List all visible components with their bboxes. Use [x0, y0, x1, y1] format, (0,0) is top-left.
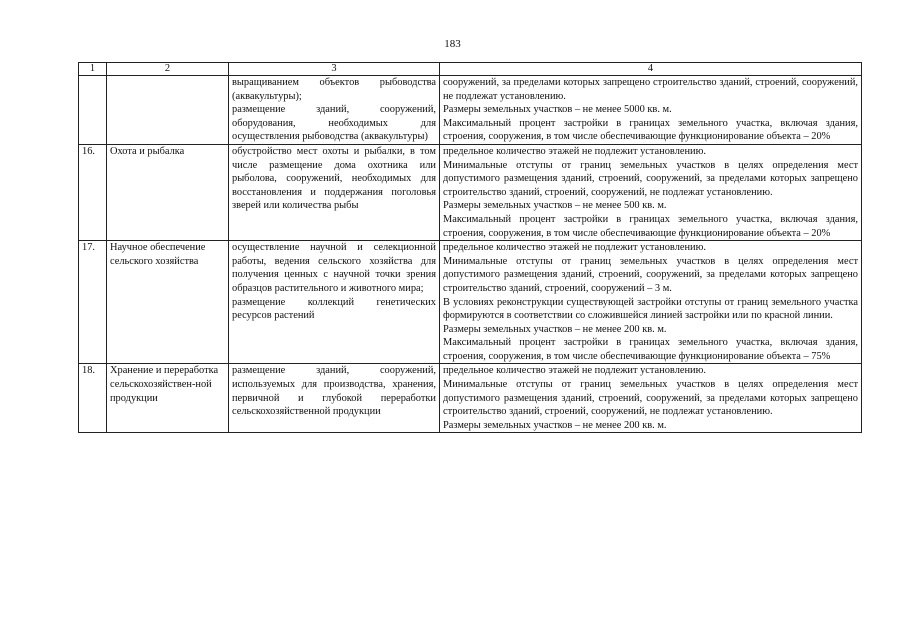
row-description [229, 241, 440, 364]
header-col-2: 2 [107, 63, 229, 76]
zoning-table [78, 62, 862, 433]
page-number: 183 [444, 38, 461, 50]
row-params [440, 241, 862, 364]
row-number: 16. [79, 144, 107, 240]
table-row [79, 241, 862, 364]
row-description [229, 364, 440, 433]
table-row [79, 76, 862, 145]
row-description [229, 144, 440, 240]
params-paragraph: Максимальный процент застройки в границах земельного участка, включая здания, строения, сооружения, в том числе обеспечивающие функционирование объекта – 20% [443, 213, 858, 239]
description-paragraph: обустройство мест охоты и рыбалки, в том числе размещение дома охотника или рыболова, сооружений, необходимых для восстановления и поддержания поголовья зверей или количества рыбы [232, 145, 436, 212]
params-paragraph: Максимальный процент застройки в границах земельного участка, включая здания, строения, сооружения, в том числе обеспечивающие функционирование объекта – 20% [443, 117, 858, 143]
header-col-3: 3 [229, 63, 440, 76]
params-paragraph: Размеры земельных участков – не менее 5000 кв. м. [443, 104, 672, 116]
description-paragraph: размещение зданий, сооружений, используемых для производства, хранения, первичной и глубокой переработки сельскохозяйственной продукции [232, 365, 436, 418]
row-number: 17. [79, 241, 107, 364]
header-col-1: 1 [79, 63, 107, 76]
description-paragraph: размещение коллекций генетических ресурсов растений [232, 296, 436, 322]
params-paragraph: Максимальный процент застройки в границах земельного участка, включая здания, строения, сооружения, в том числе обеспечивающие функционирование объекта – 75% [443, 337, 858, 362]
params-paragraph: предельное количество этажей не подлежит установлению. [443, 145, 706, 157]
params-paragraph: Минимальные отступы от границ земельных участков в целях определения мест допустимого размещения зданий, строений, сооружений, за пределами которых запрещено строительство зданий, строений, сооружений – 3 м. [443, 255, 858, 294]
row-params [440, 76, 862, 145]
row-name: Хранение и переработка сельскохозяйствен-ной продукции [107, 364, 229, 433]
params-paragraph: Минимальные отступы от границ земельных участков в целях определения мест допустимого размещения зданий, строений, сооружений, за пределами которых запрещено строительство зданий, строений, сооружений, не подлежат установлению. [443, 159, 858, 198]
params-paragraph: предельное количество этажей не подлежит установлению. [443, 242, 706, 254]
header-col-4: 4 [440, 63, 862, 76]
row-name: Охота и рыбалка [107, 144, 229, 240]
row-name [107, 76, 229, 145]
row-name: Научное обеспечение сельского хозяйства [107, 241, 229, 364]
description-paragraph: осуществление научной и селекционной работы, ведения сельского хозяйства для получения ценных с научной точки зрения образцов растительного и животного мира; [232, 242, 436, 294]
params-paragraph: Размеры земельных участков – не менее 200 кв. м. [443, 419, 667, 431]
description-paragraph: размещение зданий, сооружений, оборудования, необходимых для осуществления рыбоводства (аквакультуры) [232, 104, 436, 143]
row-description [229, 76, 440, 145]
row-number [79, 76, 107, 145]
row-params [440, 364, 862, 433]
row-number: 18. [79, 364, 107, 433]
params-paragraph: Размеры земельных участков – не менее 200 кв. м. [443, 323, 667, 335]
row-params [440, 144, 862, 240]
description-paragraph: выращиванием объектов рыбоводства (аквакультуры); [232, 77, 436, 102]
params-paragraph: Размеры земельных участков – не менее 500 кв. м. [443, 200, 667, 212]
params-paragraph: Минимальные отступы от границ земельных участков в целях определения мест допустимого размещения зданий, строений, сооружений, за пределами которых запрещено строительство зданий, строений, сооружений, не подлежат установлению. [443, 379, 858, 418]
params-paragraph: сооружений, за пределами которых запрещено строительство зданий, строений, сооружений, не подлежат установлению. [443, 77, 858, 102]
params-paragraph: предельное количество этажей не подлежит установлению. [443, 365, 706, 377]
table-row [79, 144, 862, 240]
table-row [79, 364, 862, 433]
params-paragraph: В условиях реконструкции существующей застройки отступы от границ земельного участка формируются в соответствии со сложившейся линией застройки или по красной линии. [443, 296, 858, 322]
table-header-row [79, 63, 862, 76]
